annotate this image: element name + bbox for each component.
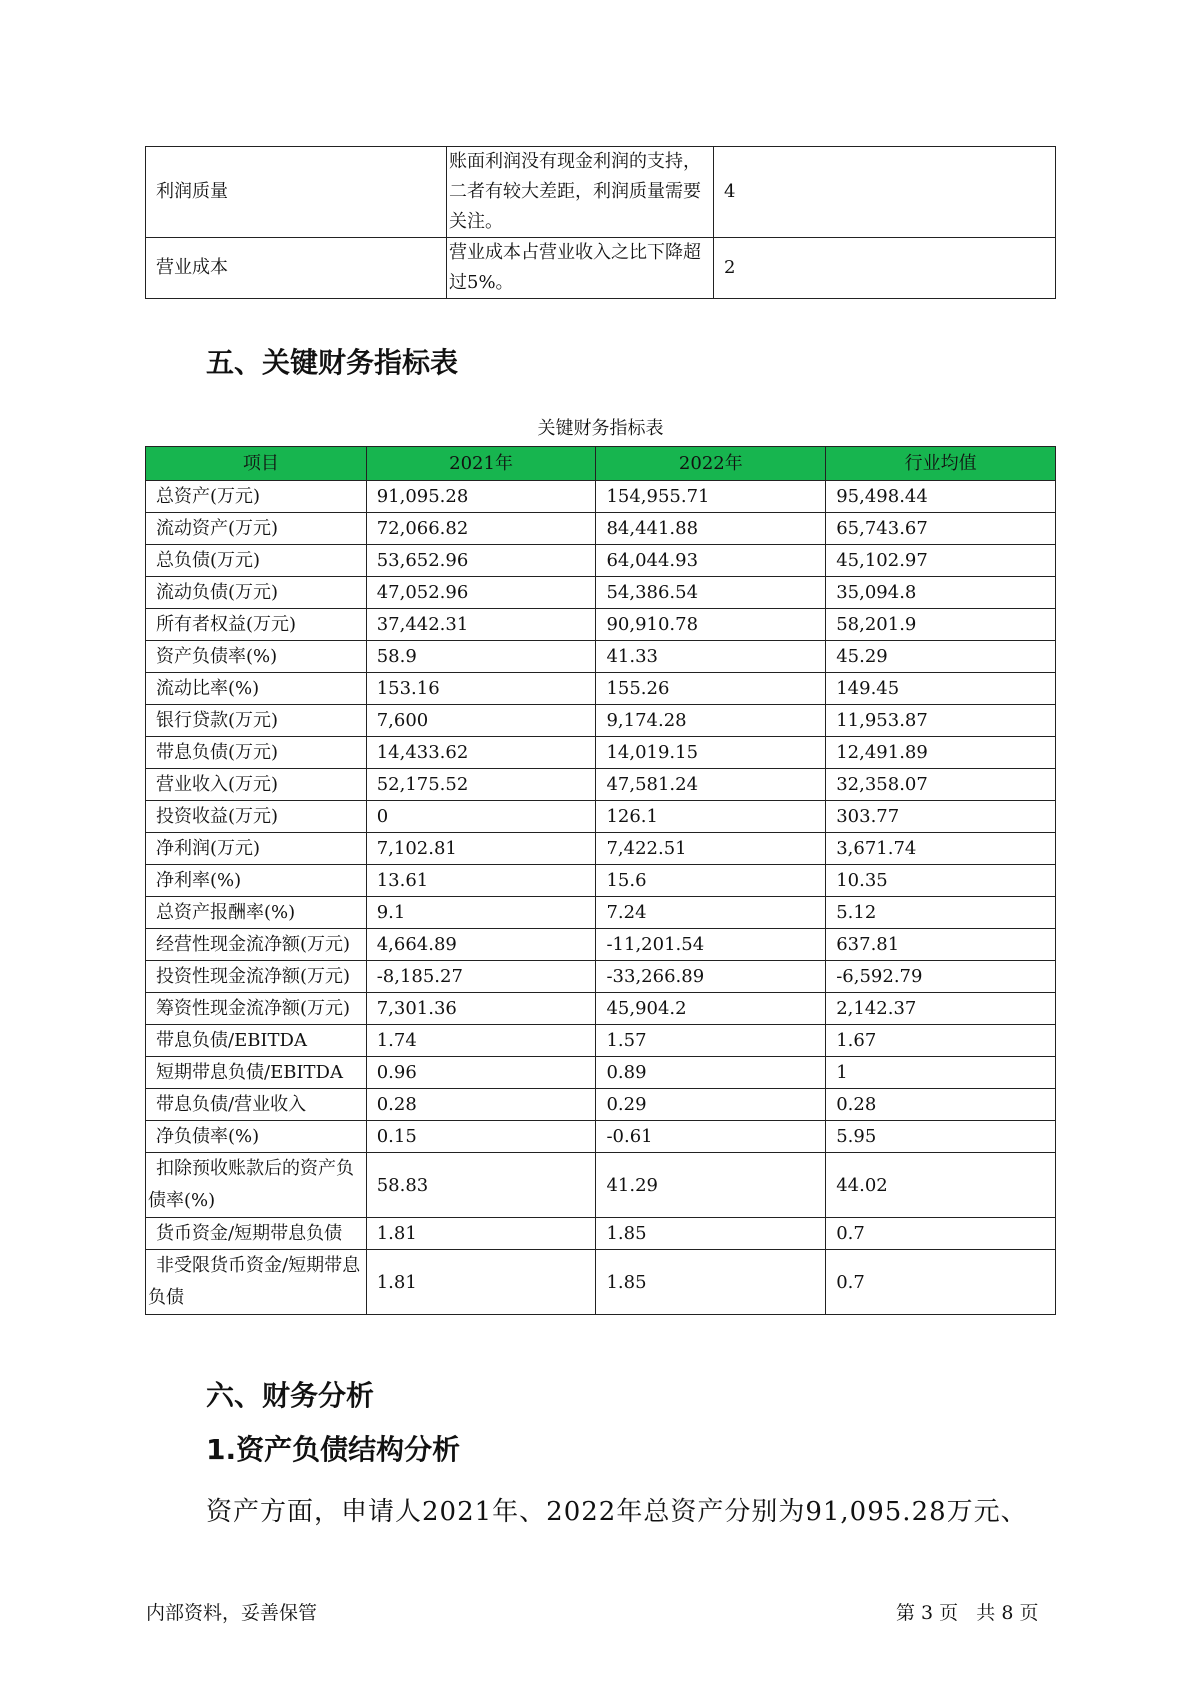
metric-value: 0.28 [826,1089,1056,1121]
metric-value: -0.61 [596,1121,826,1153]
metric-name: 扣除预收账款后的资产负债率(%) [146,1153,367,1218]
metric-value: 0.96 [366,1057,596,1089]
metric-value: -6,592.79 [826,961,1056,993]
table-row [146,577,1056,609]
metric-name: 资产负债率(%) [146,641,367,673]
subsection-heading: 1.资产负债结构分析 [206,1433,461,1466]
metric-value: 52,175.52 [366,769,596,801]
metric-value: 45,102.97 [826,545,1056,577]
metric-value: 637.81 [826,929,1056,961]
metric-name: 经营性现金流净额(万元) [146,929,367,961]
metric-value: 13.61 [366,865,596,897]
table-header-row [146,447,1056,481]
column-header: 行业均值 [826,447,1056,481]
table-row [146,865,1056,897]
metric-value: 53,652.96 [366,545,596,577]
metric-value: 90,910.78 [596,609,826,641]
metric-value: 45,904.2 [596,993,826,1025]
metric-name: 所有者权益(万元) [146,609,367,641]
body-paragraph: 资产方面，申请人2021年、2022年总资产分别为91,095.28万元、 [206,1497,1028,1527]
metric-value: 14,433.62 [366,737,596,769]
metric-name: 非受限货币资金/短期带息负债 [146,1250,367,1315]
metric-value: 9.1 [366,897,596,929]
metric-value: 11,953.87 [826,705,1056,737]
metric-name: 带息负债(万元) [146,737,367,769]
metric-value: 65,743.67 [826,513,1056,545]
metric-name: 流动负债(万元) [146,577,367,609]
metric-value: 0.29 [596,1089,826,1121]
table-row [146,801,1056,833]
column-header: 2022年 [596,447,826,481]
table-row [146,705,1056,737]
metric-value: 1.81 [366,1218,596,1250]
table-row [146,1218,1056,1250]
metric-value: 1.81 [366,1250,596,1315]
metric-value: 84,441.88 [596,513,826,545]
metric-value: 1.85 [596,1218,826,1250]
metric-name: 带息负债/EBITDA [146,1025,367,1057]
metric-name: 净利率(%) [146,865,367,897]
metric-value: 5.12 [826,897,1056,929]
table-row [146,737,1056,769]
kpi-table [145,446,1056,1315]
metric-value: 14,019.15 [596,737,826,769]
metric-value: 303.77 [826,801,1056,833]
metric-value: 0.89 [596,1057,826,1089]
table-row [146,897,1056,929]
table-row [146,673,1056,705]
risk-description: 账面利润没有现金利润的支持，二者有较大差距，利润质量需要关注。 [447,147,714,238]
table-row [146,641,1056,673]
metric-value: 7.24 [596,897,826,929]
metric-value: 0.28 [366,1089,596,1121]
table-row [146,1025,1056,1057]
column-header: 项目 [146,447,367,481]
metric-name: 短期带息负债/EBITDA [146,1057,367,1089]
metric-value: 95,498.44 [826,481,1056,513]
metric-value: 155.26 [596,673,826,705]
metric-name: 总负债(万元) [146,545,367,577]
metric-value: 64,044.93 [596,545,826,577]
column-header: 2021年 [366,447,596,481]
metric-value: 126.1 [596,801,826,833]
risk-item: 利润质量 [146,147,447,238]
metric-value: 37,442.31 [366,609,596,641]
metric-value: 41.33 [596,641,826,673]
table-row [146,929,1056,961]
metric-value: 3,671.74 [826,833,1056,865]
metric-value: 153.16 [366,673,596,705]
metric-value: 32,358.07 [826,769,1056,801]
metric-value: 0.7 [826,1218,1056,1250]
table-row [146,609,1056,641]
table-row [146,147,1056,238]
metric-value: 45.29 [826,641,1056,673]
metric-value: 1.67 [826,1025,1056,1057]
metric-value: -8,185.27 [366,961,596,993]
metric-value: 41.29 [596,1153,826,1218]
metric-value: 7,422.51 [596,833,826,865]
table-row [146,1153,1056,1218]
metric-name: 投资性现金流净额(万元) [146,961,367,993]
table-row [146,833,1056,865]
metric-value: 1.85 [596,1250,826,1315]
metric-value: 72,066.82 [366,513,596,545]
metric-value: 2,142.37 [826,993,1056,1025]
metric-name: 货币资金/短期带息负债 [146,1218,367,1250]
metric-value: 91,095.28 [366,481,596,513]
metric-value: 7,102.81 [366,833,596,865]
metric-value: 7,301.36 [366,993,596,1025]
metric-name: 净负债率(%) [146,1121,367,1153]
metric-name: 净利润(万元) [146,833,367,865]
metric-value: 10.35 [826,865,1056,897]
risk-table [145,146,1056,299]
metric-value: 35,094.8 [826,577,1056,609]
metric-name: 投资收益(万元) [146,801,367,833]
metric-value: 12,491.89 [826,737,1056,769]
metric-value: 4,664.89 [366,929,596,961]
footer-page-number: 第 3 页 共 8 页 [896,1602,1039,1624]
risk-score: 2 [714,238,1056,299]
table-row [146,481,1056,513]
metric-name: 总资产(万元) [146,481,367,513]
metric-name: 总资产报酬率(%) [146,897,367,929]
table-row [146,1250,1056,1315]
metric-value: 1 [826,1057,1056,1089]
metric-name: 银行贷款(万元) [146,705,367,737]
metric-value: 9,174.28 [596,705,826,737]
metric-value: 58,201.9 [826,609,1056,641]
metric-value: 47,052.96 [366,577,596,609]
metric-value: 154,955.71 [596,481,826,513]
table-row [146,513,1056,545]
metric-value: 149.45 [826,673,1056,705]
metric-value: 1.57 [596,1025,826,1057]
metric-value: 58.83 [366,1153,596,1218]
metric-value: 0.15 [366,1121,596,1153]
metric-value: 0.7 [826,1250,1056,1315]
section-heading: 五、关键财务指标表 [206,346,459,379]
risk-score: 4 [714,147,1056,238]
risk-description: 营业成本占营业收入之比下降超过5%。 [447,238,714,299]
metric-value: 47,581.24 [596,769,826,801]
metric-value: 15.6 [596,865,826,897]
table-row [146,238,1056,299]
risk-item: 营业成本 [146,238,447,299]
metric-value: 7,600 [366,705,596,737]
metric-value: 58.9 [366,641,596,673]
table-row [146,1121,1056,1153]
section-heading: 六、财务分析 [206,1379,375,1412]
table-row [146,1089,1056,1121]
metric-value: -33,266.89 [596,961,826,993]
metric-name: 带息负债/营业收入 [146,1089,367,1121]
table-row [146,1057,1056,1089]
metric-name: 流动资产(万元) [146,513,367,545]
metric-value: 1.74 [366,1025,596,1057]
table-row [146,769,1056,801]
table-row [146,545,1056,577]
metric-name: 筹资性现金流净额(万元) [146,993,367,1025]
metric-name: 流动比率(%) [146,673,367,705]
metric-value: 5.95 [826,1121,1056,1153]
metric-value: 44.02 [826,1153,1056,1218]
table-caption: 关键财务指标表 [537,418,664,439]
metric-value: 54,386.54 [596,577,826,609]
metric-name: 营业收入(万元) [146,769,367,801]
table-row [146,993,1056,1025]
table-row [146,961,1056,993]
footer-confidential-note: 内部资料，妥善保管 [146,1602,318,1624]
metric-value: 0 [366,801,596,833]
metric-value: -11,201.54 [596,929,826,961]
